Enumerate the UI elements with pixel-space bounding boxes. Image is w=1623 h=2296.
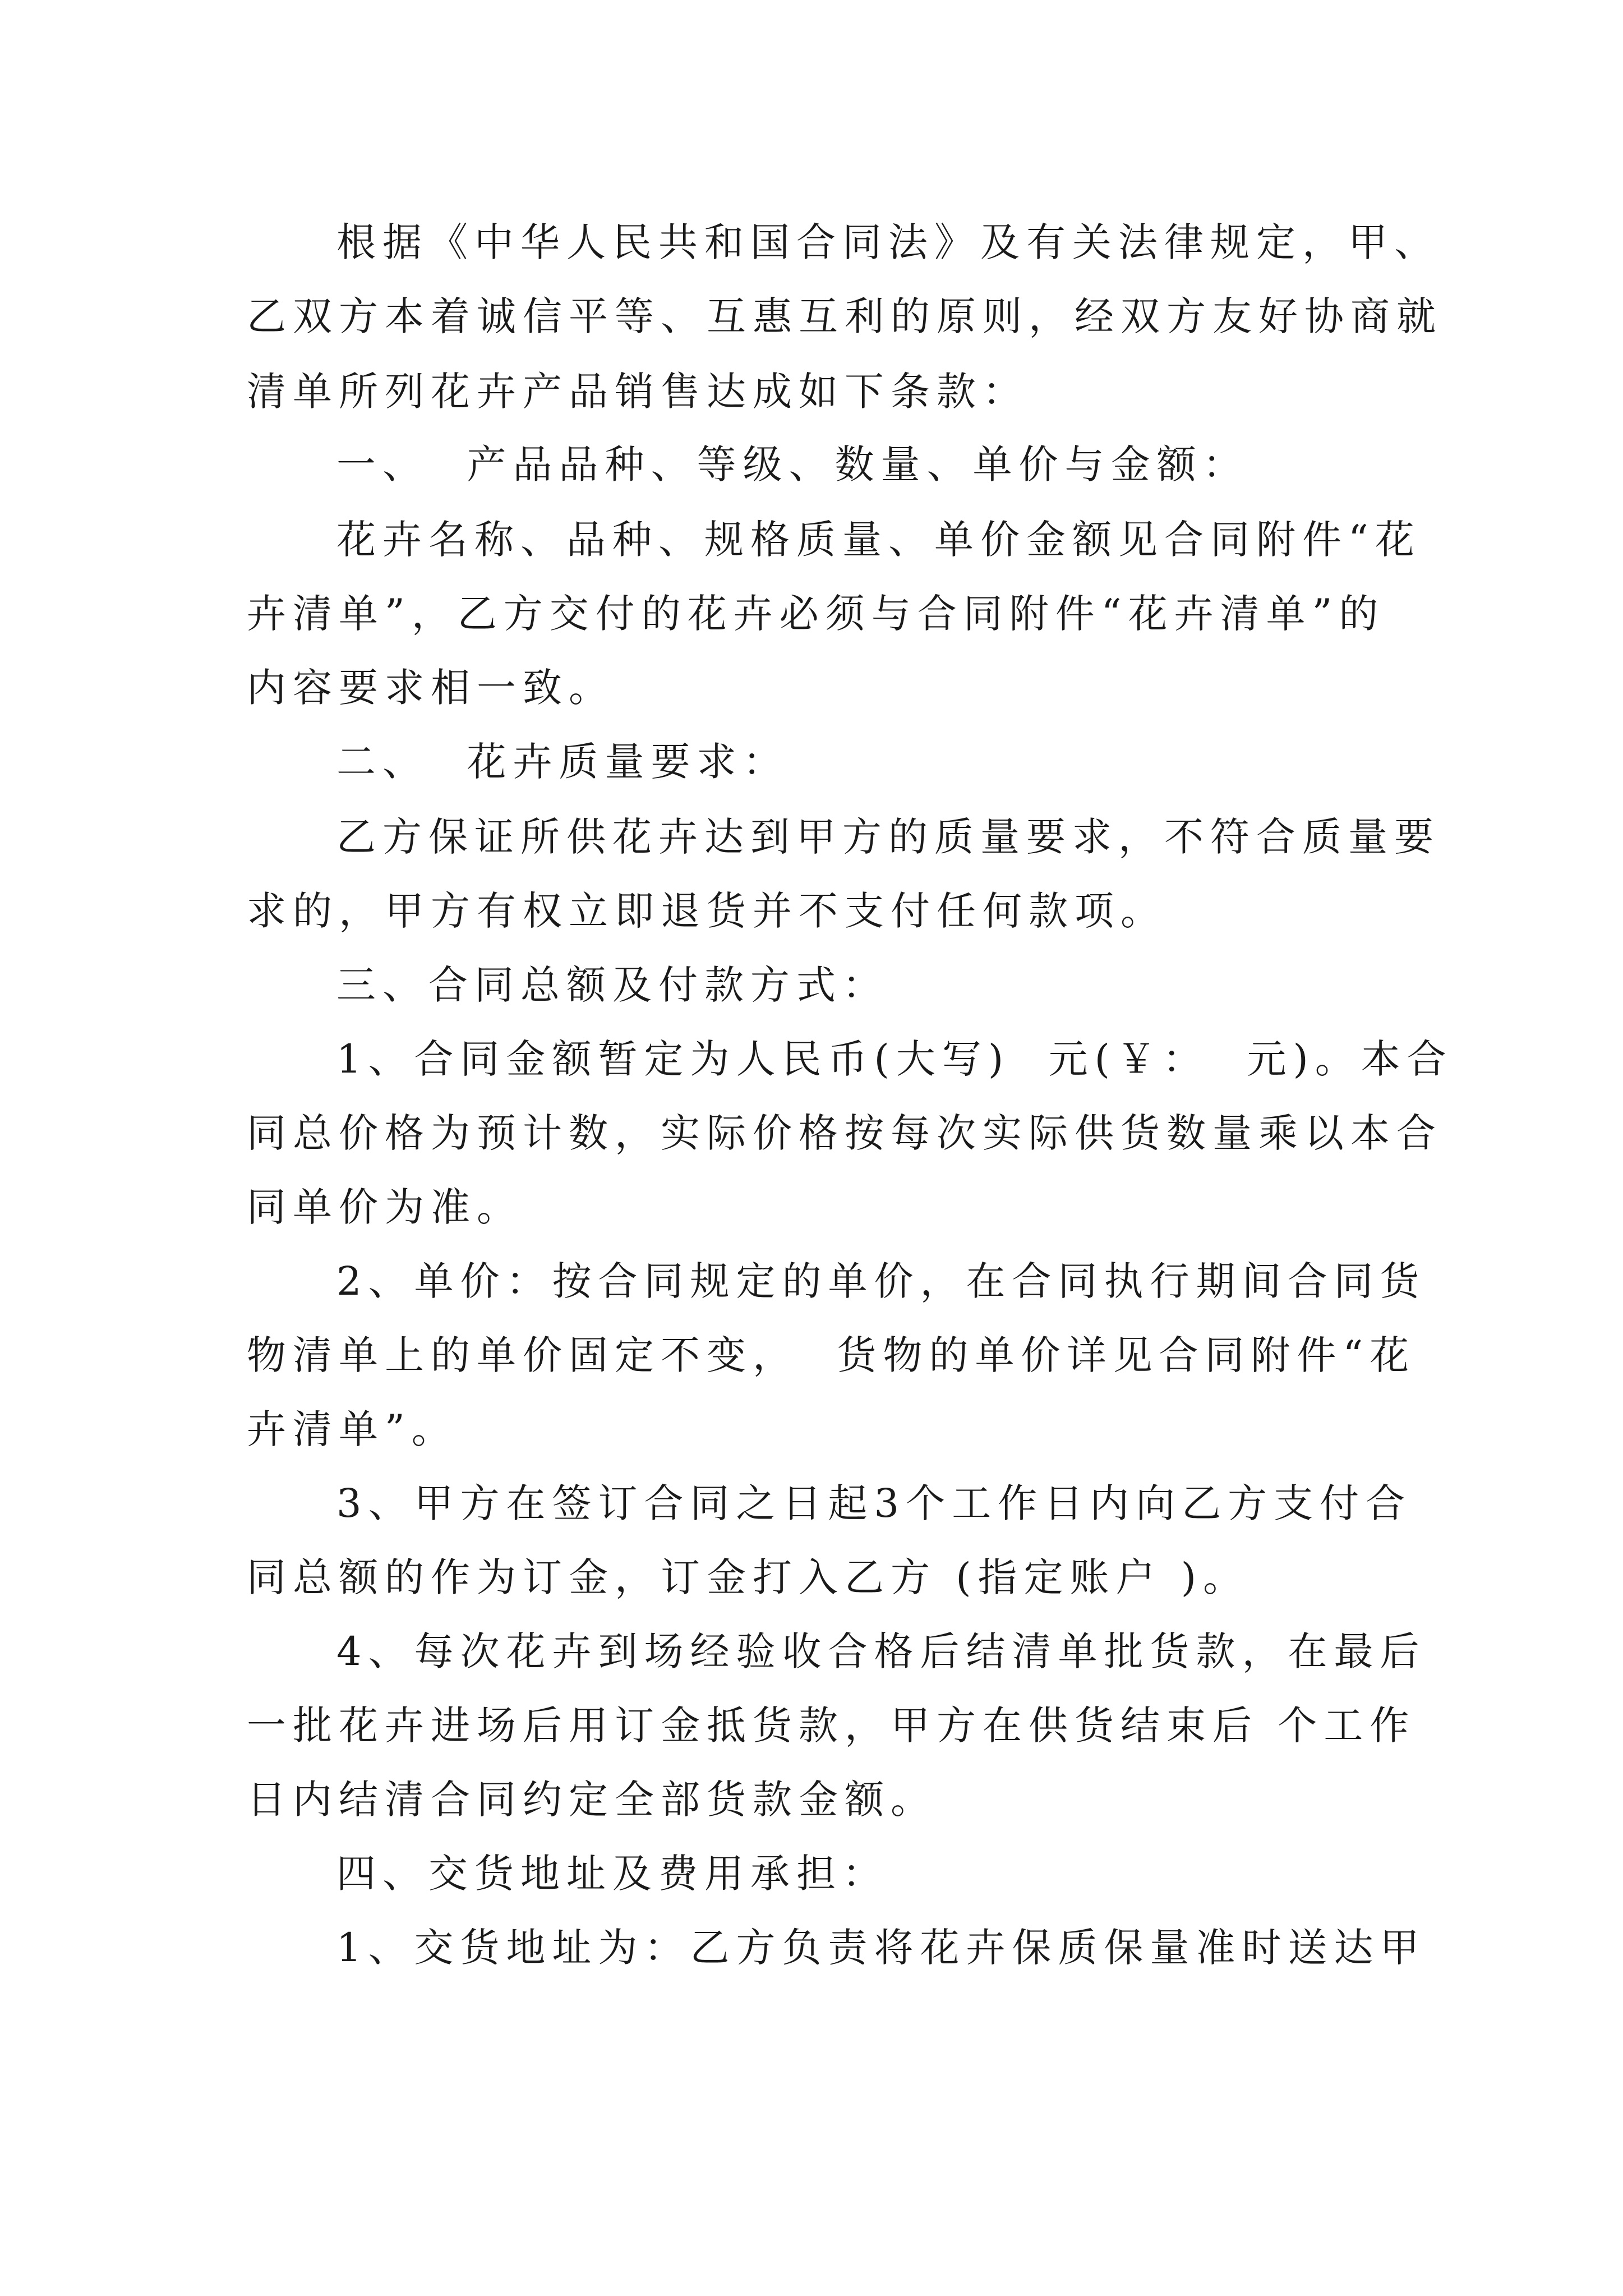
paragraph-line: 物清单上的单价固定不变， 货物的单价详见合同附件“花: [247, 1332, 1416, 1378]
paragraph-line: 卉清单”。: [247, 1406, 458, 1452]
section-heading: 三、合同总额及付款方式：: [336, 962, 888, 1008]
paragraph-line: 日内结清合同约定全部货款金额。: [247, 1777, 937, 1823]
paragraph-line: 求的，甲方有权立即退货并不支付任何款项。: [247, 888, 1166, 934]
section-heading: 四、交货地址及费用承担：: [336, 1851, 888, 1897]
paragraph-line: 花卉名称、品种、规格质量、单价金额见合同附件“花: [336, 517, 1421, 563]
paragraph-line: 同总价格为预计数，实际价格按每次实际供货数量乘以本合: [247, 1110, 1442, 1156]
paragraph-line: 同单价为准。: [247, 1184, 523, 1230]
paragraph-line: 2、单价：按合同规定的单价，在合同执行期间合同货: [336, 1258, 1426, 1304]
section-heading: 二、 花卉质量要求：: [336, 739, 789, 785]
paragraph-line: 内容要求相一致。: [247, 665, 615, 711]
paragraph-line: 清单所列花卉产品销售达成如下条款：: [247, 369, 1029, 415]
paragraph-line: 乙方保证所供花卉达到甲方的质量要求，不符合质量要: [336, 814, 1440, 860]
paragraph-line: 乙双方本着诚信平等、互惠互利的原则，经双方友好协商就: [247, 293, 1442, 339]
paragraph-line: 1、交货地址为：乙方负责将花卉保质保量准时送达甲: [336, 1925, 1426, 1971]
paragraph-line: 卉清单”，乙方交付的花卉必须与合同附件“花卉清单”的: [247, 591, 1385, 637]
paragraph-line: 4、每次花卉到场经验收合格后结清单批货款，在最后: [336, 1628, 1426, 1674]
section-heading: 一、 产品品种、等级、数量、单价与金额：: [336, 441, 1249, 487]
paragraph-line: 一批花卉进场后用订金抵货款，甲方在供货结束后 个工作: [247, 1703, 1416, 1749]
paragraph-line: 3、甲方在签订合同之日起3个工作日内向乙方支付合: [336, 1480, 1412, 1526]
paragraph-line: 根据《中华人民共和国合同法》及有关法律规定，甲、: [336, 219, 1440, 265]
paragraph-line: 同总额的作为订金，订金打入乙方 (指定账户 )。: [247, 1554, 1249, 1600]
paragraph-line: 1、合同金额暂定为人民币(大写) 元(￥： 元)。本合: [336, 1036, 1453, 1082]
